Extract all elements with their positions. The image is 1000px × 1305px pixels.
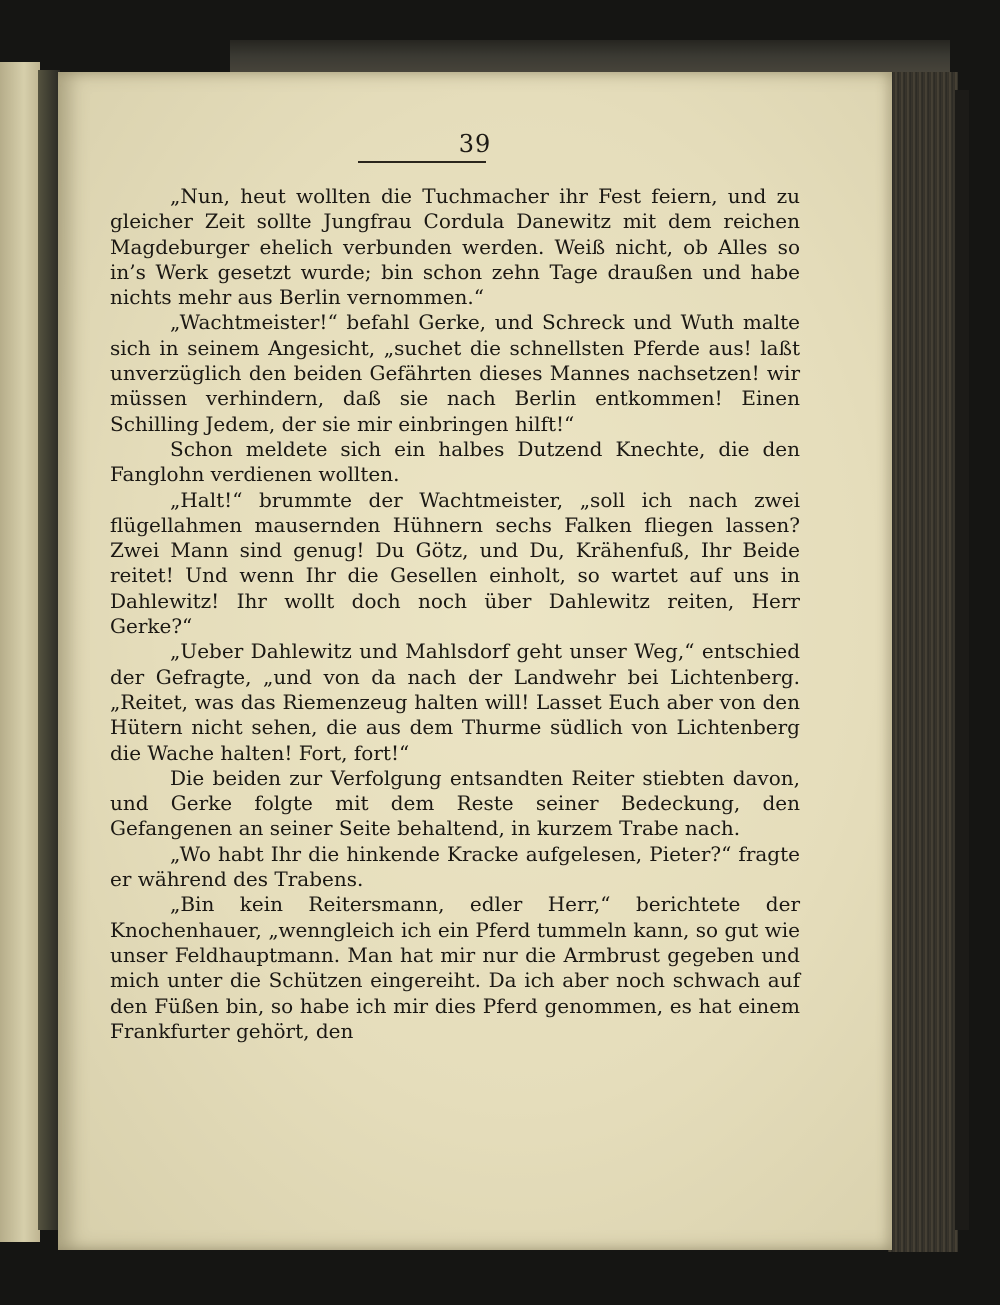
paragraph: „Halt!“ brummte der Wachtmeister, „soll ich nach zwei flügellahmen mausernden Hühnern sechs Falken fliegen lassen? Zwei Mann sind genug! Du Götz, und Du, Krähenfuß, Ihr Beide reitet! Und wenn Ihr die Gesellen einholt, so wartet auf uns in Dahlewitz! Ihr wollt doch noch über Dahlewitz reiten, Herr Gerke?“: [110, 487, 800, 639]
book-cover-edge: [955, 90, 969, 1230]
paragraph: Schon meldete sich ein halbes Dutzend Knechte, die den Fanglohn verdienen wollten.: [110, 436, 800, 487]
paragraph: „Wo habt Ihr die hinkende Kracke aufgelesen, Pieter?“ fragte er während des Trabens.: [110, 841, 800, 892]
paragraph: „Ueber Dahlewitz und Mahlsdorf geht unser Weg,“ entschied der Gefragte, „und von da nach der Landwehr bei Lichtenberg. „Reitet, was das Riemenzeug halten will! Lasset Euch aber von den Hütern nicht sehen, die aus dem Thurme südlich von Lichtenberg die Wache halten! Fort, fort!“: [110, 639, 800, 765]
book-page: [58, 72, 892, 1250]
page-stack-edge: [888, 72, 958, 1252]
paragraph: „Nun, heut wollten die Tuchmacher ihr Fest feiern, und zu gleicher Zeit sollte Jungfrau Cordula Danewitz mit dem reichen Magdeburger ehelich verbunden werden. Weiß nicht, ob Alles so in’s Werk gesetzt wurde; bin schon zehn Tage draußen und habe nichts mehr aus Berlin vernommen.“: [110, 184, 800, 310]
book-top-edge: [230, 40, 950, 76]
gutter-shadow: [38, 70, 60, 1230]
page-body: [110, 184, 800, 1044]
paragraph: „Bin kein Reitersmann, edler Herr,“ berichtete der Knochenhauer, „wenngleich ich ein Pferd tummeln kann, so gut wie unser Feldhauptmann. Man hat mir nur die Armbrust gegeben und mich unter die Schützen eingereiht. Da ich aber noch schwach auf den Füßen bin, so habe ich mir dies Pferd genommen, es hat einem Frankfurter gehört, den: [110, 892, 800, 1043]
page-number: 39: [458, 130, 492, 158]
paragraph: Die beiden zur Verfolgung entsandten Reiter stiebten davon, und Gerke folgte mit dem Reste seiner Bedeckung, den Gefangenen an seiner Seite behaltend, in kurzem Trabe nach.: [110, 765, 800, 841]
paragraph: „Wachtmeister!“ befahl Gerke, und Schreck und Wuth malte sich in seinem Angesicht, „suchet die schnellsten Pferde aus! laßt unverzüglich den beiden Gefährten dieses Mannes nachsetzen! wir müssen verhindern, daß sie nach Berlin entkommen! Einen Schilling Jedem, der sie mir einbringen hilft!“: [110, 310, 800, 436]
facing-page-edge: [0, 62, 40, 1242]
page-number-rule: [358, 161, 486, 163]
